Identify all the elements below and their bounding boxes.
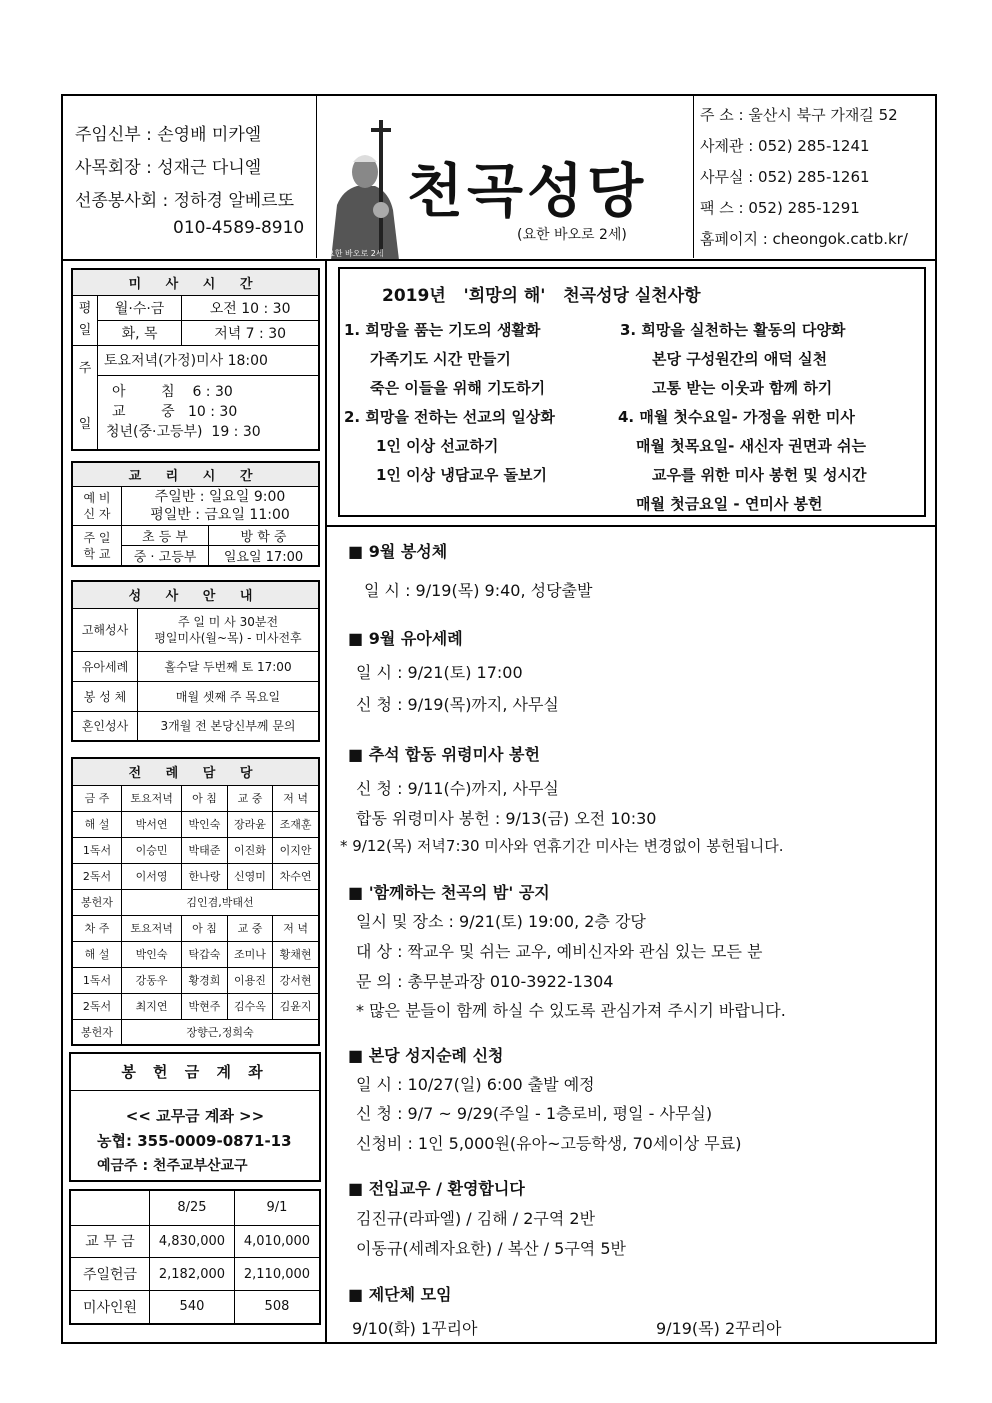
liturgy-head: 아 침 [182,915,228,941]
liturgy-cell: 해 설 [72,941,122,967]
sacrament-name: 혼인성사 [72,711,138,741]
notice-line: 신청비 : 1인 5,000원(유아~고등학생, 70세이상 무료) [356,1134,742,1153]
practice-item: 3. 희망을 실천하는 활동의 다양화 [620,321,846,339]
practice-item: 본당 구성원간의 애덕 실천 [652,350,828,368]
morning-mass: 아 침 6 : 30 [112,384,233,401]
middle-label: 중 · 고등부 [122,546,209,567]
liturgy-cell: 박현주 [182,993,228,1019]
practice-box [338,267,926,517]
practice-item: 2. 희망을 전하는 선교의 일상화 [344,408,555,426]
liturgy-cell: 황채현 [273,941,319,967]
finance-table [69,1189,321,1325]
finance-value: 4,830,000 [150,1225,235,1258]
finance-corner [70,1190,150,1225]
practice-item: 죽은 이들을 위해 기도하기 [370,379,546,397]
liturgy-cell: 황경희 [182,967,228,993]
finance-value: 2,182,000 [150,1258,235,1291]
fax-number: 팩 스 : 052) 285-1291 [700,199,860,217]
notice-line: 신 청 : 9/7 ~ 9/29(주일 - 1층로비, 평일 - 사무실) [356,1104,713,1123]
weekday-time-2: 저녁 7 : 30 [182,320,319,345]
notice-line: 일 시 : 9/21(토) 17:00 [356,663,523,682]
finance-value: 508 [234,1290,320,1324]
liturgy-cell: 강서현 [273,967,319,993]
church-name: 천곡성당 [407,157,648,225]
sacraments-title: 성 사 안 내 [72,581,319,608]
weekday-class: 평일반 : 금요일 11:00 [150,506,290,523]
pastor-line: 주임신부 : 손영배 미카엘 [75,125,262,145]
liturgy-cell: 강동우 [122,967,182,993]
liturgy-head: 금 주 [72,785,122,811]
notice-title: ■ 추석 합동 위령미사 봉헌 [348,745,540,764]
sacrament-name: 고해성사 [72,608,138,651]
mass-times-title: 미 사 시 간 [72,269,319,295]
offering-title: 봉 헌 금 계 좌 [71,1054,319,1091]
sacrament-desc: 3개월 전 본당신부께 문의 [138,711,320,741]
practice-item: 1인 이상 냉담교우 돌보기 [376,466,548,484]
liturgy-cell: 장라윤 [227,811,273,837]
liturgy-cell: 2독서 [72,863,122,889]
finance-label: 미사인원 [70,1290,150,1324]
offering-box [69,1052,321,1182]
council-line: 사목회장 : 성재근 다니엘 [75,158,262,178]
finance-value: 540 [150,1290,235,1324]
finance-date: 9/1 [234,1190,320,1225]
finance-value: 2,110,000 [234,1258,320,1291]
mass-times-table [71,268,320,451]
practice-item: 가족기도 시간 만들기 [370,350,511,368]
notice-title: ■ 제단체 모임 [348,1285,452,1304]
practice-item: 교우를 위한 미사 봉헌 및 성시간 [652,466,867,484]
liturgy-cell: 탁갑숙 [182,941,228,967]
bank-account: 농협: 355-0009-0871-13 [97,1132,292,1150]
column-divider [325,259,327,1344]
header-staff [63,96,315,260]
image-caption: 요한 바오로 2세 [327,249,384,258]
notice-line: 9/10(화) 1꾸리아 [352,1319,478,1338]
weekday-days-2: 화, 목 [98,320,182,345]
youth-mass: 청년(중·고등부) 19 : 30 [106,424,261,441]
sacrament-desc: 홀수달 두번째 토 17:00 [138,651,320,681]
liturgy-head: 토요저녁 [122,915,182,941]
church-banner [316,96,694,258]
header-divider [61,259,937,261]
liturgy-cell: 이진화 [227,837,273,863]
liturgy-cell: 이지안 [273,837,319,863]
liturgy-head: 저 녁 [273,915,319,941]
sacrament-desc: 매월 셋째 주 목요일 [138,681,320,711]
practice-item: 매월 첫금요일 - 연미사 봉헌 [636,495,823,513]
notice-line: 신 청 : 9/19(목)까지, 사무실 [356,695,559,714]
notice-line: 일시 및 장소 : 9/21(토) 19:00, 2층 강당 [356,912,646,931]
finance-label: 주일헌금 [70,1258,150,1291]
finance-date: 8/25 [150,1190,235,1225]
notice-line: 이동규(세례자요한) / 복산 / 5구역 5반 [356,1239,626,1258]
sacrament-name: 유아세례 [72,651,138,681]
weekday-days-1: 월·수·금 [98,295,182,320]
notice-title: ■ 9월 봉성체 [348,542,448,561]
contact-info [700,104,936,259]
elementary-time: 방 학 중 [209,526,319,546]
liturgy-offer-label: 봉헌자 [72,889,122,915]
notice-title: ■ '함께하는 천곡의 밤' 공지 [348,883,550,902]
notice-line: * 많은 분들이 함께 하실 수 있도록 관심가져 주시기 바랍니다. [356,1001,786,1020]
address: 주 소 : 울산시 북구 가재길 52 [700,106,898,124]
congregation-mass: 교 중 10 : 30 [112,404,238,421]
liturgy-cell: 최지연 [122,993,182,1019]
liturgy-head: 교 중 [227,785,273,811]
rectory-phone: 사제관 : 052) 285-1241 [700,137,870,155]
liturgy-offer: 김인겸,박태선 [122,889,320,915]
notice-line: 합동 위령미사 봉헌 : 9/13(금) 오전 10:30 [356,809,657,828]
liturgy-cell: 해 설 [72,811,122,837]
notice-line: 문 의 : 총무분과장 010-3922-1304 [356,972,614,991]
catechumen-label: 예 비 신 자 [72,486,122,526]
liturgy-cell: 한나랑 [182,863,228,889]
notice-line: 대 상 : 짝교우 및 쉬는 교우, 예비신자와 관심 있는 모든 분 [356,942,763,961]
school-label: 주 일 학 교 [72,526,122,567]
account-holder: 예금주 : 천주교부산교구 [97,1158,248,1174]
evangel-phone: 010-4589-8910 [173,218,305,238]
liturgy-table [71,757,320,1046]
liturgy-cell: 박태준 [182,837,228,863]
liturgy-cell: 1독서 [72,837,122,863]
sunday-class: 주일반 : 일요일 9:00 [154,488,286,505]
liturgy-cell: 2독서 [72,993,122,1019]
notice-line: 김진규(라파엘) / 김해 / 2구역 2반 [356,1209,596,1228]
catechism-title: 교 리 시 간 [72,462,319,486]
practice-item: 4. 매월 첫수요일- 가정을 위한 미사 [618,408,855,426]
weekday-label: 평 일 [72,295,98,345]
elementary-label: 초 등 부 [122,526,209,546]
middle-time: 일요일 17:00 [209,546,319,567]
weekday-time-1: 오전 10 : 30 [182,295,319,320]
liturgy-cell: 차수연 [273,863,319,889]
sacrament-desc: 주 일 미 사 30분전 평일미사(월~목) - 미사전후 [138,608,320,651]
notice-title: ■ 전입교우 / 환영합니다 [348,1179,525,1198]
liturgy-head: 교 중 [227,915,273,941]
sacraments-table [71,580,320,742]
church-patron: (요한 바오로 2세) [517,227,627,243]
liturgy-head: 저 녁 [273,785,319,811]
liturgy-cell: 조미나 [227,941,273,967]
liturgy-cell: 김수옥 [227,993,273,1019]
practice-divider [326,525,937,527]
notice-line: 일 시 : 9/19(목) 9:40, 성당출발 [364,581,593,600]
sat-eve-mass: 토요저녁(가정)미사 18:00 [98,345,320,375]
finance-label: 교 무 금 [70,1225,150,1258]
catechism-table [71,461,320,567]
notice-title: ■ 본당 성지순례 신청 [348,1046,504,1065]
notice-line: 일 시 : 10/27(일) 6:00 출발 예정 [356,1075,595,1094]
liturgy-head: 토요저녁 [122,785,182,811]
liturgy-head: 차 주 [72,915,122,941]
liturgy-cell: 박서연 [122,811,182,837]
practice-item: 매월 첫목요일- 새신자 권면과 쉬는 [636,437,866,455]
liturgy-title: 전 례 담 당 [72,758,319,785]
homepage: 홈페이지 : cheongok.catb.kr/ [700,230,908,248]
liturgy-head: 아 침 [182,785,228,811]
notice-title: ■ 9월 유아세례 [348,629,463,648]
liturgy-cell: 신영미 [227,863,273,889]
practice-title: 2019년 '희망의 해' 천곡성당 실천사항 [382,286,701,306]
notice-line: 9/19(목) 2꾸리아 [656,1319,782,1338]
liturgy-cell: 박인숙 [182,811,228,837]
sacrament-name: 봉 성 체 [72,681,138,711]
liturgy-cell: 1독서 [72,967,122,993]
practice-item: 1인 이상 선교하기 [376,437,499,455]
liturgy-cell: 이서영 [122,863,182,889]
liturgy-cell: 이용진 [227,967,273,993]
pope-image [323,110,403,260]
office-phone: 사무실 : 052) 285-1261 [700,168,870,186]
finance-value: 4,010,000 [234,1225,320,1258]
evangel-line: 선종봉사회 : 정하경 알베르또 [75,191,295,211]
liturgy-offer-label: 봉헌자 [72,1019,122,1045]
liturgy-cell: 이승민 [122,837,182,863]
notice-line: 신 청 : 9/11(수)까지, 사무실 [356,779,559,798]
practice-item: 1. 희망을 품는 기도의 생활화 [344,321,541,339]
liturgy-offer: 장향근,정희숙 [122,1019,320,1045]
sunday-label: 주 일 [72,345,98,450]
account-title: << 교무금 계좌 >> [125,1107,265,1125]
liturgy-cell: 조재훈 [273,811,319,837]
notice-line: * 9/12(목) 저녁7:30 미사와 연휴기간 미사는 변경없이 봉헌됩니다. [340,837,784,855]
liturgy-cell: 박인숙 [122,941,182,967]
practice-item: 고통 받는 이웃과 함께 하기 [652,379,833,397]
liturgy-cell: 김윤지 [273,993,319,1019]
